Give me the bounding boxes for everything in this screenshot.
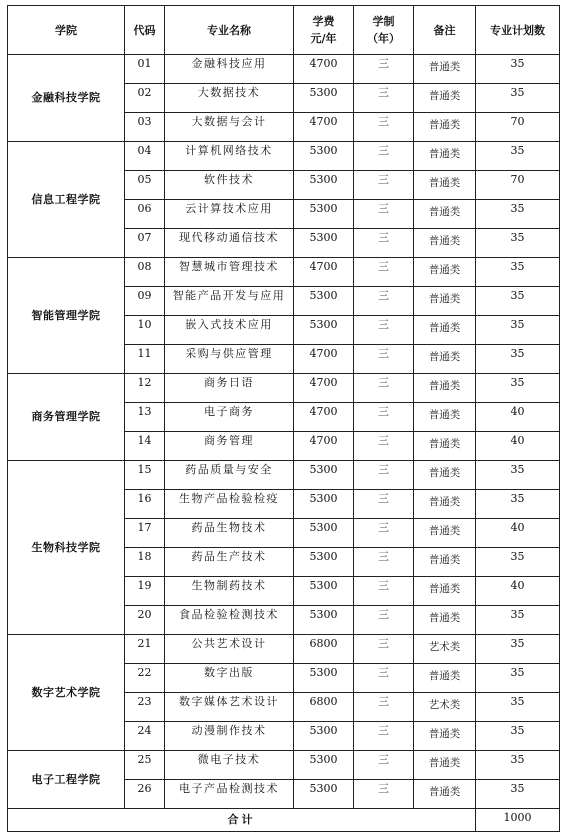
cell-fee: 4700 <box>294 345 354 374</box>
cell-plan: 35 <box>476 693 560 722</box>
cell-plan: 40 <box>476 403 560 432</box>
cell-code: 19 <box>125 577 165 606</box>
cell-note: 普通类 <box>414 751 476 780</box>
cell-major: 食品检验检测技术 <box>165 606 294 635</box>
cell-note: 普通类 <box>414 287 476 316</box>
cell-plan: 35 <box>476 345 560 374</box>
cell-code: 17 <box>125 519 165 548</box>
cell-plan: 35 <box>476 142 560 171</box>
cell-major: 药品生产技术 <box>165 548 294 577</box>
header-note: 备注 <box>414 6 476 55</box>
cell-note: 普通类 <box>414 548 476 577</box>
cell-major: 计算机网络技术 <box>165 142 294 171</box>
cell-note: 普通类 <box>414 84 476 113</box>
cell-plan: 35 <box>476 722 560 751</box>
cell-note: 普通类 <box>414 55 476 84</box>
cell-note: 普通类 <box>414 142 476 171</box>
cell-major: 大数据与会计 <box>165 113 294 142</box>
cell-years: 三 <box>354 258 414 287</box>
cell-years: 三 <box>354 229 414 258</box>
table-row <box>8 142 560 171</box>
cell-plan: 35 <box>476 490 560 519</box>
cell-fee: 4700 <box>294 113 354 142</box>
cell-code: 24 <box>125 722 165 751</box>
header-years <box>354 6 414 55</box>
cell-major: 云计算技术应用 <box>165 200 294 229</box>
cell-fee: 5300 <box>294 316 354 345</box>
cell-code: 01 <box>125 55 165 84</box>
cell-code: 16 <box>125 490 165 519</box>
cell-fee: 5300 <box>294 142 354 171</box>
cell-plan: 35 <box>476 55 560 84</box>
cell-college: 商务管理学院 <box>8 374 125 461</box>
cell-code: 15 <box>125 461 165 490</box>
cell-code: 11 <box>125 345 165 374</box>
cell-code: 12 <box>125 374 165 403</box>
cell-code: 05 <box>125 171 165 200</box>
cell-note: 普通类 <box>414 461 476 490</box>
cell-college: 金融科技学院 <box>8 55 125 142</box>
cell-note: 普通类 <box>414 316 476 345</box>
cell-years: 三 <box>354 461 414 490</box>
cell-major: 智能产品开发与应用 <box>165 287 294 316</box>
cell-plan: 35 <box>476 229 560 258</box>
cell-years: 三 <box>354 519 414 548</box>
cell-code: 02 <box>125 84 165 113</box>
cell-years: 三 <box>354 84 414 113</box>
cell-major: 公共艺术设计 <box>165 635 294 664</box>
cell-major: 数字媒体艺术设计 <box>165 693 294 722</box>
cell-code: 23 <box>125 693 165 722</box>
cell-years: 三 <box>354 635 414 664</box>
cell-major: 金融科技应用 <box>165 55 294 84</box>
cell-major: 电子商务 <box>165 403 294 432</box>
header-years-line1: 学制 <box>372 15 395 28</box>
cell-years: 三 <box>354 780 414 809</box>
cell-note: 普通类 <box>414 432 476 461</box>
cell-fee: 6800 <box>294 693 354 722</box>
cell-fee: 5300 <box>294 548 354 577</box>
header-fee-line1: 学费 <box>312 15 335 28</box>
cell-fee: 5300 <box>294 84 354 113</box>
table-row <box>8 258 560 287</box>
cell-plan: 35 <box>476 780 560 809</box>
cell-years: 三 <box>354 432 414 461</box>
cell-plan: 70 <box>476 171 560 200</box>
cell-college: 信息工程学院 <box>8 142 125 258</box>
cell-note: 普通类 <box>414 200 476 229</box>
table-row <box>8 374 560 403</box>
cell-plan: 70 <box>476 113 560 142</box>
cell-major: 微电子技术 <box>165 751 294 780</box>
header-years-line2: （年） <box>367 32 400 45</box>
cell-major: 药品生物技术 <box>165 519 294 548</box>
cell-note: 普通类 <box>414 403 476 432</box>
cell-plan: 35 <box>476 635 560 664</box>
cell-major: 药品质量与安全 <box>165 461 294 490</box>
header-code: 代码 <box>125 6 165 55</box>
cell-code: 13 <box>125 403 165 432</box>
cell-years: 三 <box>354 548 414 577</box>
cell-fee: 5300 <box>294 461 354 490</box>
cell-note: 艺术类 <box>414 635 476 664</box>
cell-plan: 35 <box>476 200 560 229</box>
cell-code: 03 <box>125 113 165 142</box>
header-fee <box>294 6 354 55</box>
cell-code: 20 <box>125 606 165 635</box>
cell-fee: 4700 <box>294 432 354 461</box>
cell-college: 生物科技学院 <box>8 461 125 635</box>
cell-years: 三 <box>354 345 414 374</box>
cell-major: 大数据技术 <box>165 84 294 113</box>
cell-note: 普通类 <box>414 258 476 287</box>
cell-fee: 5300 <box>294 171 354 200</box>
cell-fee: 4700 <box>294 55 354 84</box>
cell-plan: 35 <box>476 751 560 780</box>
cell-fee: 4700 <box>294 374 354 403</box>
cell-years: 三 <box>354 374 414 403</box>
cell-plan: 35 <box>476 664 560 693</box>
cell-fee: 5300 <box>294 490 354 519</box>
cell-note: 普通类 <box>414 577 476 606</box>
cell-major: 生物产品检验检疫 <box>165 490 294 519</box>
cell-years: 三 <box>354 55 414 84</box>
cell-major: 商务日语 <box>165 374 294 403</box>
cell-note: 普通类 <box>414 171 476 200</box>
cell-college: 数字艺术学院 <box>8 635 125 751</box>
table-body <box>8 55 560 809</box>
cell-plan: 40 <box>476 577 560 606</box>
cell-fee: 5300 <box>294 606 354 635</box>
cell-fee: 5300 <box>294 722 354 751</box>
cell-major: 生物制药技术 <box>165 577 294 606</box>
cell-plan: 40 <box>476 519 560 548</box>
cell-plan: 35 <box>476 606 560 635</box>
cell-years: 三 <box>354 171 414 200</box>
cell-fee: 4700 <box>294 403 354 432</box>
table-row <box>8 461 560 490</box>
cell-years: 三 <box>354 142 414 171</box>
cell-code: 21 <box>125 635 165 664</box>
cell-fee: 5300 <box>294 751 354 780</box>
cell-years: 三 <box>354 403 414 432</box>
cell-plan: 35 <box>476 258 560 287</box>
header-plan: 专业计划数 <box>476 6 560 55</box>
header-major: 专业名称 <box>165 6 294 55</box>
cell-note: 普通类 <box>414 722 476 751</box>
cell-note: 艺术类 <box>414 693 476 722</box>
cell-major: 数字出版 <box>165 664 294 693</box>
cell-fee: 5300 <box>294 200 354 229</box>
cell-major: 嵌入式技术应用 <box>165 316 294 345</box>
cell-note: 普通类 <box>414 780 476 809</box>
cell-years: 三 <box>354 490 414 519</box>
cell-years: 三 <box>354 606 414 635</box>
total-row <box>8 809 560 832</box>
table-row <box>8 635 560 664</box>
cell-major: 现代移动通信技术 <box>165 229 294 258</box>
cell-fee: 4700 <box>294 258 354 287</box>
cell-fee: 5300 <box>294 519 354 548</box>
cell-note: 普通类 <box>414 113 476 142</box>
total-value: 1000 <box>476 809 560 832</box>
cell-fee: 5300 <box>294 229 354 258</box>
cell-major: 电子产品检测技术 <box>165 780 294 809</box>
cell-fee: 5300 <box>294 577 354 606</box>
cell-years: 三 <box>354 664 414 693</box>
cell-code: 06 <box>125 200 165 229</box>
cell-code: 09 <box>125 287 165 316</box>
cell-note: 普通类 <box>414 519 476 548</box>
cell-years: 三 <box>354 722 414 751</box>
cell-code: 10 <box>125 316 165 345</box>
cell-college: 电子工程学院 <box>8 751 125 809</box>
cell-years: 三 <box>354 577 414 606</box>
table-row <box>8 751 560 780</box>
cell-major: 动漫制作技术 <box>165 722 294 751</box>
cell-plan: 35 <box>476 84 560 113</box>
cell-major: 智慧城市管理技术 <box>165 258 294 287</box>
total-label: 合计 <box>8 809 476 832</box>
cell-note: 普通类 <box>414 345 476 374</box>
cell-note: 普通类 <box>414 229 476 258</box>
cell-fee: 5300 <box>294 780 354 809</box>
cell-major: 商务管理 <box>165 432 294 461</box>
cell-code: 25 <box>125 751 165 780</box>
cell-years: 三 <box>354 316 414 345</box>
cell-code: 22 <box>125 664 165 693</box>
cell-fee: 5300 <box>294 287 354 316</box>
header-college: 学院 <box>8 6 125 55</box>
cell-college: 智能管理学院 <box>8 258 125 374</box>
cell-code: 14 <box>125 432 165 461</box>
table-row <box>8 55 560 84</box>
cell-plan: 35 <box>476 374 560 403</box>
cell-plan: 35 <box>476 287 560 316</box>
cell-plan: 35 <box>476 316 560 345</box>
enrollment-plan-table <box>7 5 560 832</box>
cell-years: 三 <box>354 287 414 316</box>
cell-fee: 6800 <box>294 635 354 664</box>
cell-note: 普通类 <box>414 490 476 519</box>
cell-plan: 35 <box>476 461 560 490</box>
cell-code: 07 <box>125 229 165 258</box>
cell-major: 软件技术 <box>165 171 294 200</box>
cell-years: 三 <box>354 113 414 142</box>
cell-plan: 35 <box>476 548 560 577</box>
cell-plan: 40 <box>476 432 560 461</box>
cell-code: 26 <box>125 780 165 809</box>
table-footer <box>8 809 560 832</box>
cell-years: 三 <box>354 200 414 229</box>
table-header <box>8 6 560 55</box>
header-row <box>8 6 560 55</box>
cell-years: 三 <box>354 751 414 780</box>
cell-note: 普通类 <box>414 374 476 403</box>
header-fee-line2: 元/年 <box>310 32 337 45</box>
cell-major: 采购与供应管理 <box>165 345 294 374</box>
cell-code: 18 <box>125 548 165 577</box>
cell-fee: 5300 <box>294 664 354 693</box>
cell-note: 普通类 <box>414 664 476 693</box>
cell-years: 三 <box>354 693 414 722</box>
cell-note: 普通类 <box>414 606 476 635</box>
cell-code: 04 <box>125 142 165 171</box>
cell-code: 08 <box>125 258 165 287</box>
